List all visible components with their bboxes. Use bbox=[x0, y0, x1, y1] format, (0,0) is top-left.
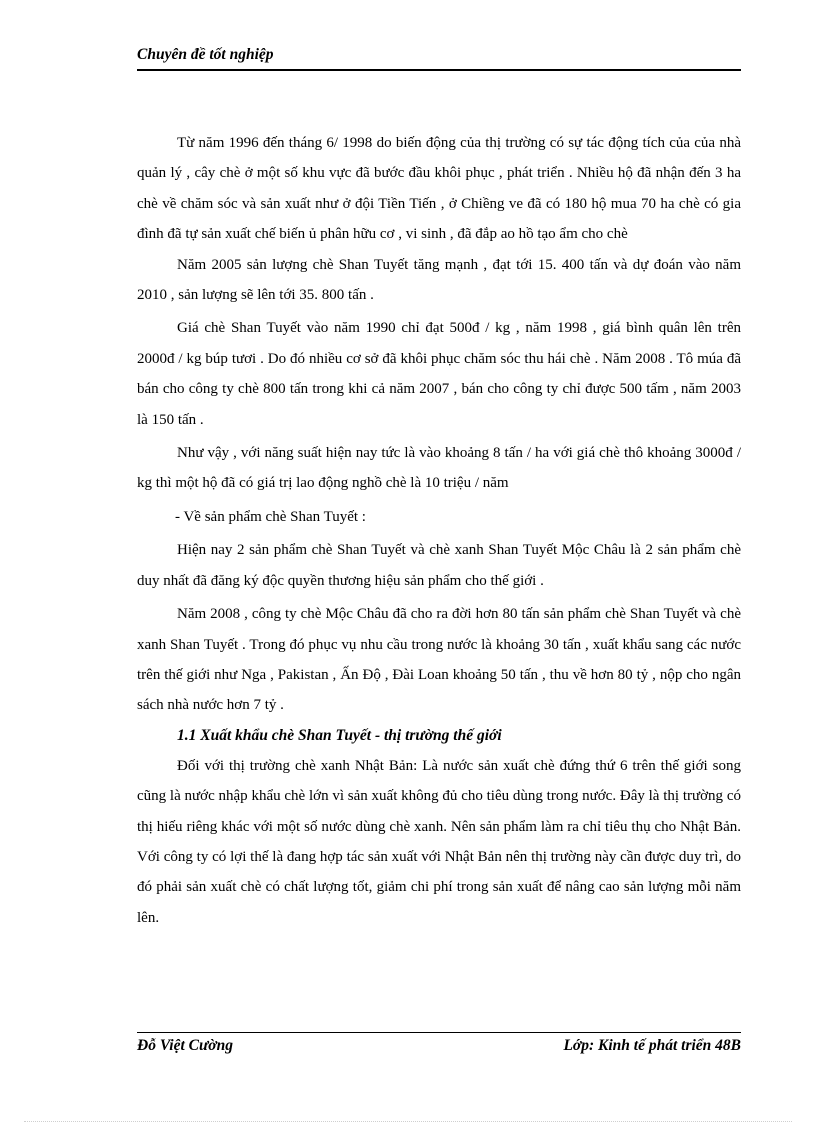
bullet-heading: - Về sản phẩm chè Shan Tuyết : bbox=[175, 508, 366, 525]
paragraph-1: Từ năm 1996 đến tháng 6/ 1998 do biến động của thị trường có sự tác động tích của của nhà quản lý , cây chè ở một số khu vực đã bước đầu khôi phục , phát triển . Nhiều hộ đã nhận đến 3 ha chè về chăm sóc và sản xuất như ở đội Tiền Tiến , ở Chiềng ve đã có 180 hộ mua 70 ha chè có gia đình đã tự sản xuất chế biến ủ phân hữu cơ , vi sinh , đã đắp ao hồ tạo ẩm cho chè bbox=[137, 135, 741, 243]
paragraph-6: Năm 2008 , công ty chè Mộc Châu đã cho ra đời hơn 80 tấn sản phẩm chè Shan Tuyết và chè xanh Shan Tuyết . Trong đó phục vụ nhu cầu trong nước là khoảng 30 tấn , xuất khẩu sang các nước trên thế giới như Nga , Pakistan , Ấn Độ , Đài Loan khoảng 50 tấn , thu về hơn 80 tỷ , nộp cho ngân sách nhà nước hơn 7 tỷ . bbox=[137, 606, 741, 714]
footer-author: Đỗ Việt Cường bbox=[137, 1037, 233, 1054]
document-body bbox=[137, 128, 741, 933]
footer-class: Lớp: Kinh tế phát triển 48B bbox=[563, 1037, 741, 1054]
paragraph-3: Giá chè Shan Tuyết vào năm 1990 chỉ đạt 500đ / kg , năm 1998 , giá bình quân lên trên 2000đ / kg búp tươi . Do đó nhiều cơ sở đã khôi phục chăm sóc thu hái chè . Năm 2008 . Tô múa đã bán cho công ty chè 800 tấn trong khi cả năm 2007 , bán cho công ty chỉ được 500 tấm , năm 2003 là 150 tấn . bbox=[137, 320, 741, 428]
page-header bbox=[137, 46, 741, 71]
paragraph-5: Hiện nay 2 sản phẩm chè Shan Tuyết và chè xanh Shan Tuyết Mộc Châu là 2 sản phẩm chè duy nhất đã đăng ký độc quyền thương hiệu sản phẩm cho thế giới . bbox=[137, 542, 741, 589]
paragraph-4: Như vậy , với năng suất hiện nay tức là vào khoảng 8 tấn / ha với giá chè thô khoảng 3000đ / kg thì một hộ đã có giá trị lao động nghồ chè là 10 triệu / năm bbox=[137, 445, 741, 492]
paragraph-2: Năm 2005 sản lượng chè Shan Tuyết tăng mạnh , đạt tới 15. 400 tấn và dự đoán vào năm 2010 , sản lượng sẽ lên tới 35. 800 tấn . bbox=[137, 256, 741, 304]
section-heading: 1.1 Xuất khẩu chè Shan Tuyết - thị trường thế giới bbox=[177, 726, 502, 744]
header-title: Chuyên đề tốt nghiệp bbox=[137, 46, 274, 63]
section-paragraph: Đối với thị trường chè xanh Nhật Bản: Là nước sản xuất chè đứng thứ 6 trên thế giới song cũng là nước nhập khẩu chè lớn vì sản xuất không đủ cho tiêu dùng trong nước. Đây là thị trường có thị hiếu riêng khác với một số nước dùng chè xanh. Nên sản phẩm làm ra chỉ tiêu thụ cho Nhật Bản. Với công ty có lợi thế là đang hợp tác sản xuất với Nhật Bản nên thị trường này cần được duy trì, do đó phải sản xuất chè có chất lượng tốt, giảm chi phí trong sản xuất để nâng cao sản lượng mỗi năm lên. bbox=[137, 757, 741, 926]
page-bottom-divider bbox=[24, 1121, 792, 1122]
page-footer bbox=[137, 1032, 741, 1055]
